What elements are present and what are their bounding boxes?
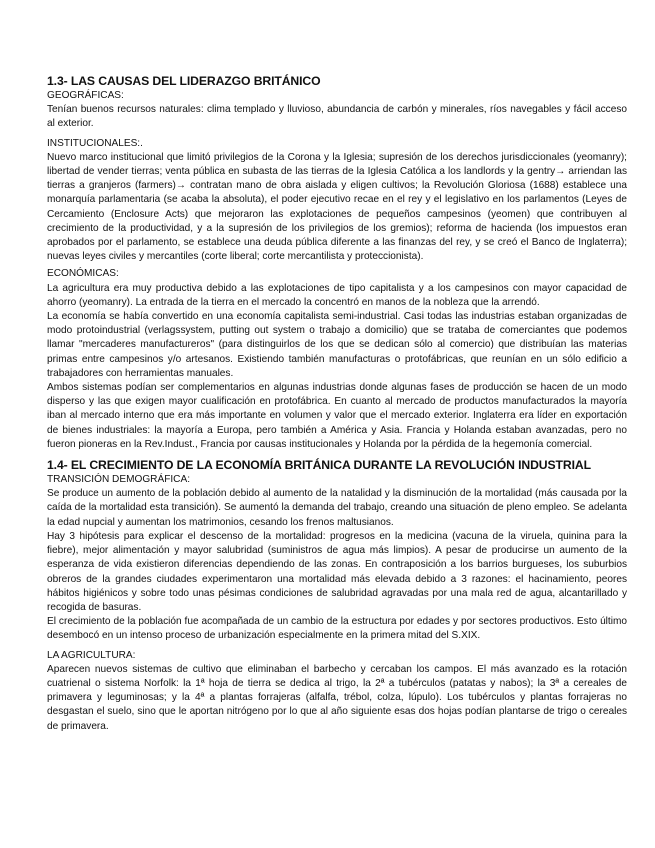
economicas-paragraph-2: La economía se había convertido en una economía capitalista semi-industrial. Casi todas las industrias estaban organizadas de modo protoindustrial (verlagssystem, putting out system o trabajo a domicilio) que se trataba de comerciantes que podemos llamar "mercaderes manufactureros" (para distinguirlos de los que se dedican sólo al comercio) que distribuían las materias primas entre campesinos y/o artesanos. Existiendo también manufacturas o protofábricas, que reunían en un sólo edificio a trabajadores con herramientas manuales. <box>47 311 627 379</box>
demografica-paragraph-1: Se produce un aumento de la población debido al aumento de la natalidad y la disminución de la mortalidad (más causada por la caída de la mortalidad esta transición). Se aumentó la demanda del trabajo, creando una situación de pleno empleo. Se adelanta la edad nupcial y aumentan los matrimonios, cesando los frenos maltusianos. <box>47 488 627 528</box>
geograficas-label: GEOGRÁFICAS: <box>47 90 124 101</box>
agricultura-paragraph-1: Aparecen nuevos sistemas de cultivo que eliminaban el barbecho y cercaban los campos. El más avanzado es la rotación cuatrienal o sistema Norfolk: la 1ª hoja de tierra se dedica al trigo, la 2ª a tubérculos (patatas y nabos); la 3ª a cereales de primavera y leguminosas; y la 4ª a plantas forrajeras (alfalfa, trébol, colza, lúpulo). Los tubérculos y plantas forrajeras no desgastan el suelo, sino que le aportan nitrógeno por lo que al año siguiente esas dos hojas podían plantarse de trigo o cereales de primavera. <box>47 663 627 732</box>
institucionales-text: Nuevo marco institucional que limitó privilegios de la Corona y la Iglesia; supresión de los derechos jurisdiccionales (yeomanry); libertad de vender tierras; venta pública en subasta de las tierras de la Iglesia Católica a los landlords y la gentry→ arriendan las tierras a granjeros (farmers)→ contratan mano de obra aislada y eligen cultivos; la Revolución Gloriosa (1688) establece una monarquía parlamentaria (se acaba la absoluta), el poder ejecutivo recae en el rey y el legislativo en los parlamentos (Leyes de Cercamiento (Enclosure Acts) que mejoraron las explotaciones de pequeños campesinos (yeomen) que contribuyen al crecimiento de la productividad, y a la supresión de los privilegios de los gremios); reforma de hacienda (los impuestos eran aprobados por el parlamento, se establece una deuda pública diferente a las finanzas del rey, y se creó el Banco de Inglaterra); nuevas leyes civiles y mercantiles (corte liberal; corte mercantilista y proteccionista). <box>47 151 627 263</box>
economicas-label: ECONÓMICAS: <box>47 268 119 280</box>
demografica-paragraph-3: El crecimiento de la población fue acompañada de un cambio de la estructura por edades y por sectores productivos. Esto último desembocó en un intenso proceso de urbanización especialmente en la primera mitad del S.XIX. <box>47 616 627 642</box>
section-1-3-title: 1.3- LAS CAUSAS DEL LIDERAZGO BRITÁNICO <box>47 74 321 88</box>
document-page <box>47 74 627 734</box>
institucionales-label: INSTITUCIONALES:. <box>47 137 143 149</box>
economicas-paragraph-3: Ambos sistemas podían ser complementarios en algunas industrias donde algunas fases de producción se hacen de un modo disperso y las que exigen mayor cualificación en protofábrica. En cuanto al mercado de productos manufacturados la mayoría iban al mercado interno que era más importante en volumen y valor que el mercado exterior. Inglaterra era líder en exportación de bienes industriales: la mayoría a Europa, pero también a América y Asia. Francia y Holanda estaban avanzadas, pero no fueron pioneras en la Rev.Indust., Francia por causas institucionales y Holanda por la pérdida de la hegemonía comercial. <box>47 382 627 450</box>
agricultura-label: LA AGRICULTURA: <box>47 649 136 661</box>
section-1-4-title: 1.4- EL CRECIMIENTO DE LA ECONOMÍA BRITÁNICA DURANTE LA REVOLUCIÓN INDUSTRIAL <box>47 458 591 473</box>
demografica-paragraph-2: Hay 3 hipótesis para explicar el descenso de la mortalidad: progresos en la medicina (vacuna de la viruela, quinina para la fiebre), mejor alimentación y mayor salubridad (suministros de agua más limpios). A pesar de producirse un aumento de la esperanza de vida existieron diferencias dependiendo de las zonas. En contraposición a los barrios burgueses, los suburbios obreros de la grandes ciudades experimentaron una mortalidad más elevada debido a 3 razones: el hacinamiento, peores hábitos higiénicos y sobre todo unas pésimas condiciones de salubridad agravadas por una mala red de agua, alcantarillado y recogida de basuras. <box>47 530 627 613</box>
economicas-paragraph-1: La agricultura era muy productiva debido a las explotaciones de tipo capitalista y a los campesinos con mayor capacidad de ahorro (yeomanry). La entrada de la tierra en el mercado la concentró en manos de la nobleza que la arrendó. <box>47 282 627 308</box>
geograficas-text: Tenían buenos recursos naturales: clima templado y lluvioso, abundancia de carbón y minerales, ríos navegables y fácil acceso al exterior. <box>47 104 627 130</box>
demografica-label: TRANSICIÓN DEMOGRÁFICA: <box>47 474 191 486</box>
